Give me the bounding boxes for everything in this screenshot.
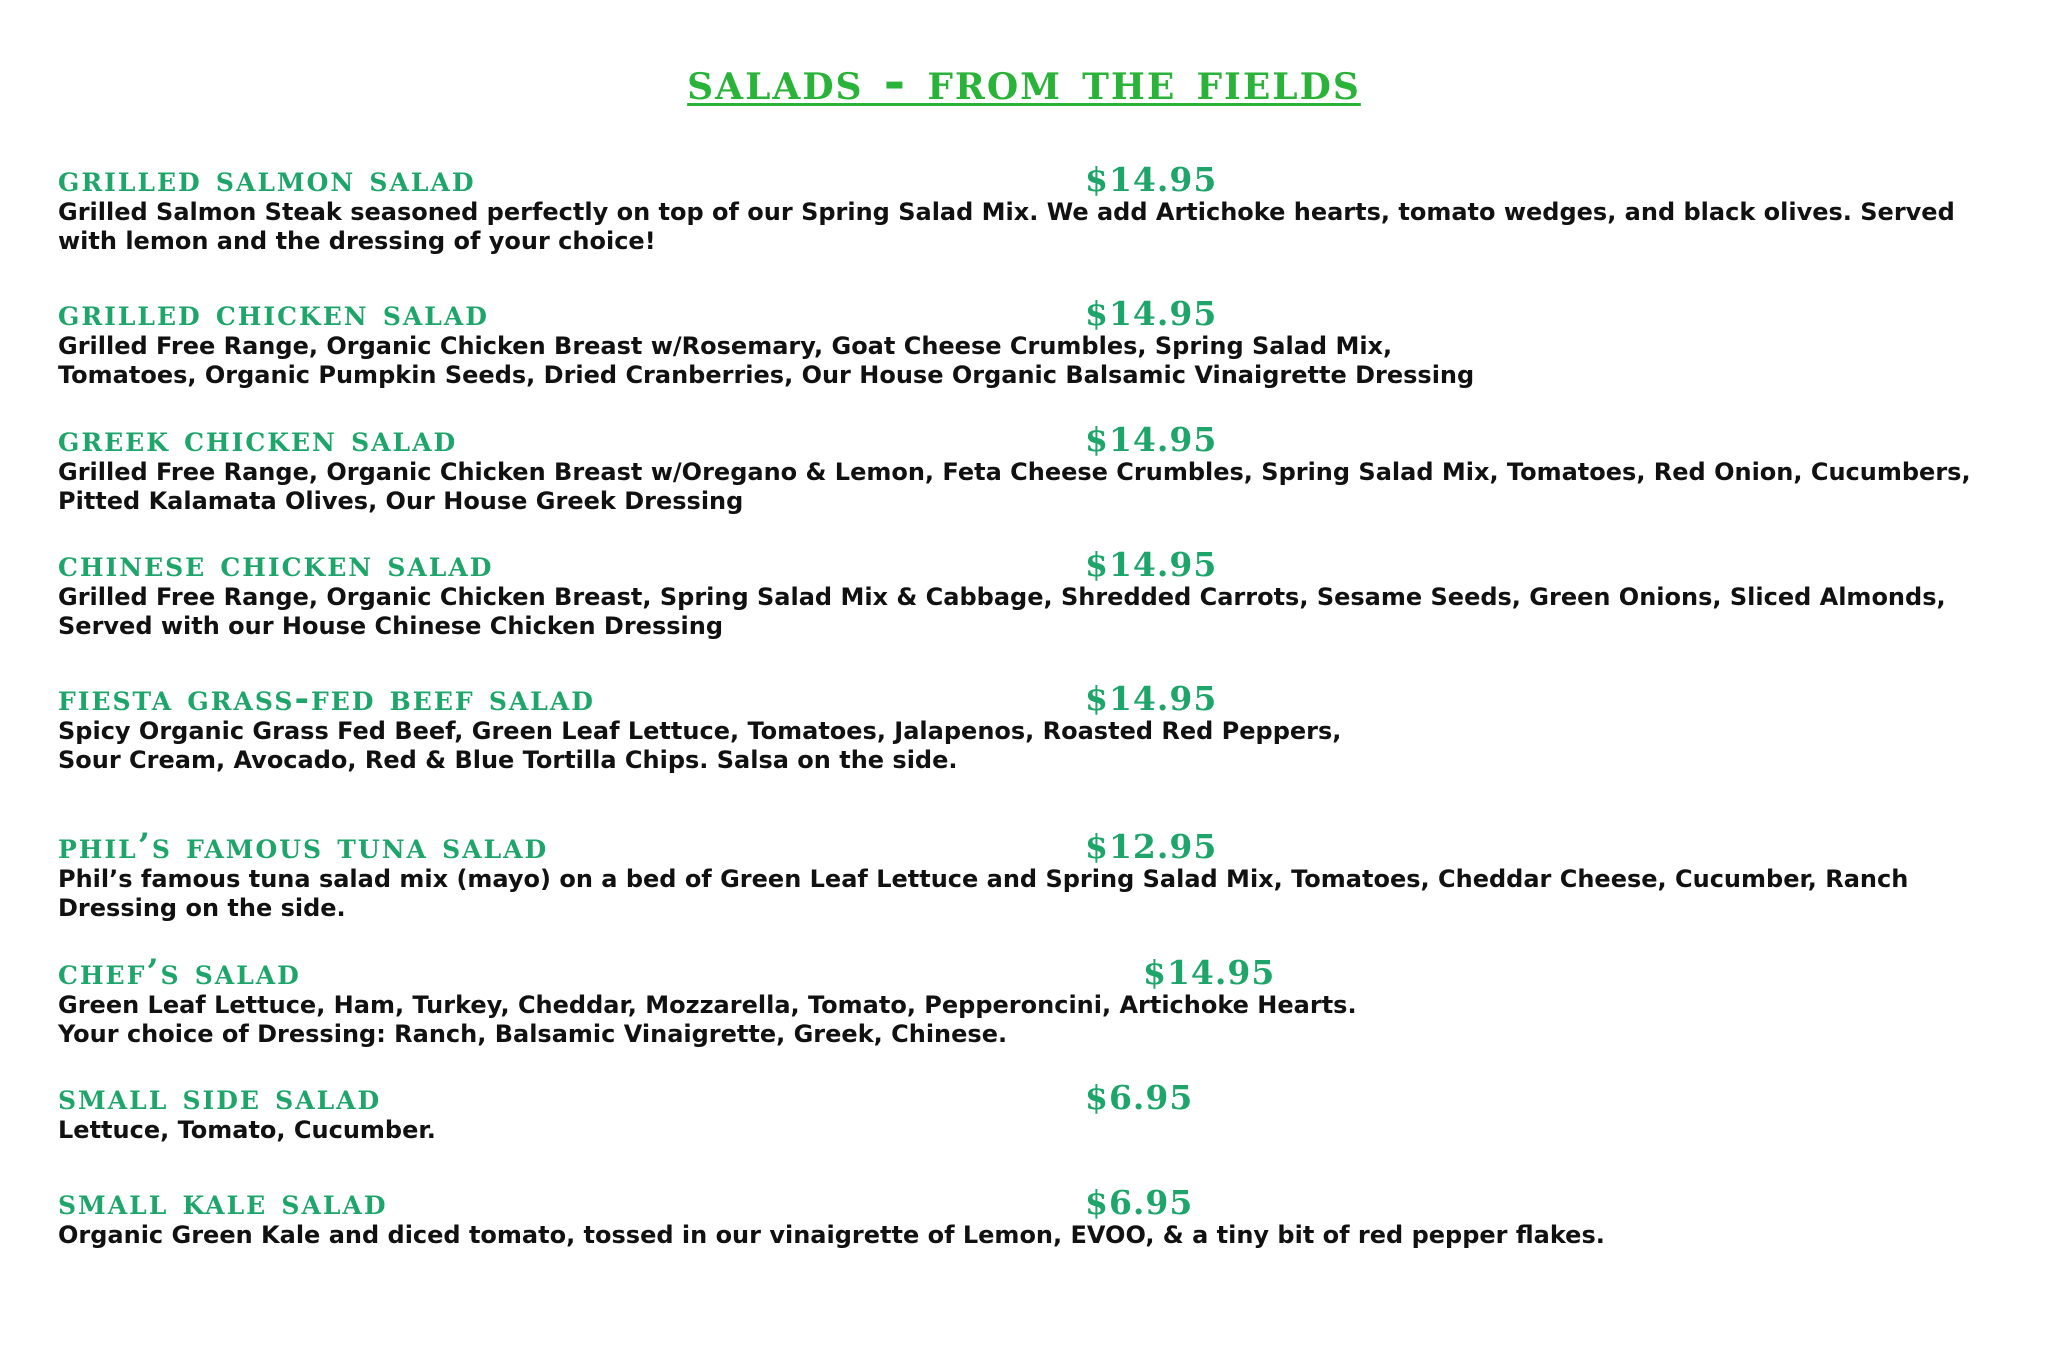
item-price: $14.95 [1085, 294, 1218, 333]
item-price: $14.95 [1085, 679, 1218, 718]
item-name: grilled chicken salad [58, 293, 489, 334]
item-price: $6.95 [1085, 1183, 1194, 1222]
item-description-line: Green Leaf Lettuce, Ham, Turkey, Cheddar, Mozzarella, Tomato, Pepperoncini, Artichoke Hearts. [58, 991, 1357, 1019]
item-description-text: Organic Green Kale and diced tomato, tossed in our vinaigrette of Lemon, EVOO, & a tiny bit of red pepper flakes. [58, 1221, 1605, 1249]
item-description [58, 865, 2008, 923]
item-price: $6.95 [1085, 1078, 1194, 1117]
item-name: fiesta grass-fed beef salad [58, 678, 595, 719]
item-description-line: Spicy Organic Grass Fed Beef, Green Leaf Lettuce, Tomatoes, Jalapenos, Roasted Red Peppers, [58, 717, 1342, 745]
item-description-line: Your choice of Dressing: Ranch, Balsamic Vinaigrette, Greek, Chinese. [58, 1020, 1008, 1048]
item-name: chinese chicken salad [58, 544, 494, 585]
item-name: grilled salmon salad [58, 159, 476, 200]
item-description [58, 332, 2008, 390]
item-description [58, 458, 2008, 516]
item-name: small kale salad [58, 1182, 388, 1223]
item-price: $14.95 [1143, 953, 1276, 992]
item-description-text: Grilled Salmon Steak seasoned perfectly on top of our Spring Salad Mix. We add Artichoke hearts, tomato wedges, and black olives. Served with lemon and the dressing of your choice! [58, 198, 1955, 255]
item-price: $12.95 [1085, 827, 1218, 866]
item-price: $14.95 [1085, 160, 1218, 199]
item-description-line: Grilled Free Range, Organic Chicken Breast w/Rosemary, Goat Cheese Crumbles, Spring Salad Mix, [58, 332, 1393, 360]
item-description [58, 583, 2008, 641]
item-description [58, 1116, 2008, 1145]
item-name: greek chicken salad [58, 419, 458, 460]
item-description-line: Sour Cream, Avocado, Red & Blue Tortilla Chips. Salsa on the side. [58, 746, 958, 774]
item-price: $14.95 [1085, 545, 1218, 584]
item-description-text: Lettuce, Tomato, Cucumber. [58, 1116, 436, 1144]
item-description-text: Phil’s famous tuna salad mix (mayo) on a bed of Green Leaf Lettuce and Spring Salad Mix, Tomatoes, Cheddar Cheese, Cucumber, Ranch Dressing on the side. [58, 865, 1909, 922]
item-description [58, 991, 2008, 1049]
item-name: phil’s famous tuna salad [58, 826, 549, 867]
item-description-text: Grilled Free Range, Organic Chicken Breast, Spring Salad Mix & Cabbage, Shredded Carrots, Sesame Seeds, Green Onions, Sliced Almonds, Served with our House Chinese Chicken Dressing [58, 583, 1946, 640]
page-title: salads - from the fields [687, 51, 1361, 112]
item-description-text: Grilled Free Range, Organic Chicken Breast w/Oregano & Lemon, Feta Cheese Crumbles, Spring Salad Mix, Tomatoes, Red Onion, Cucumbers, Pitted Kalamata Olives, Our House Greek Dressing [58, 458, 1971, 515]
item-description [58, 717, 2008, 775]
item-description-line: Tomatoes, Organic Pumpkin Seeds, Dried Cranberries, Our House Organic Balsamic Vinaigrette Dressing [58, 361, 1475, 389]
item-name: chef’s salad [58, 952, 301, 993]
item-description [58, 198, 2008, 256]
item-description [58, 1221, 2008, 1250]
item-name: small side salad [58, 1077, 382, 1118]
item-price: $14.95 [1085, 420, 1218, 459]
